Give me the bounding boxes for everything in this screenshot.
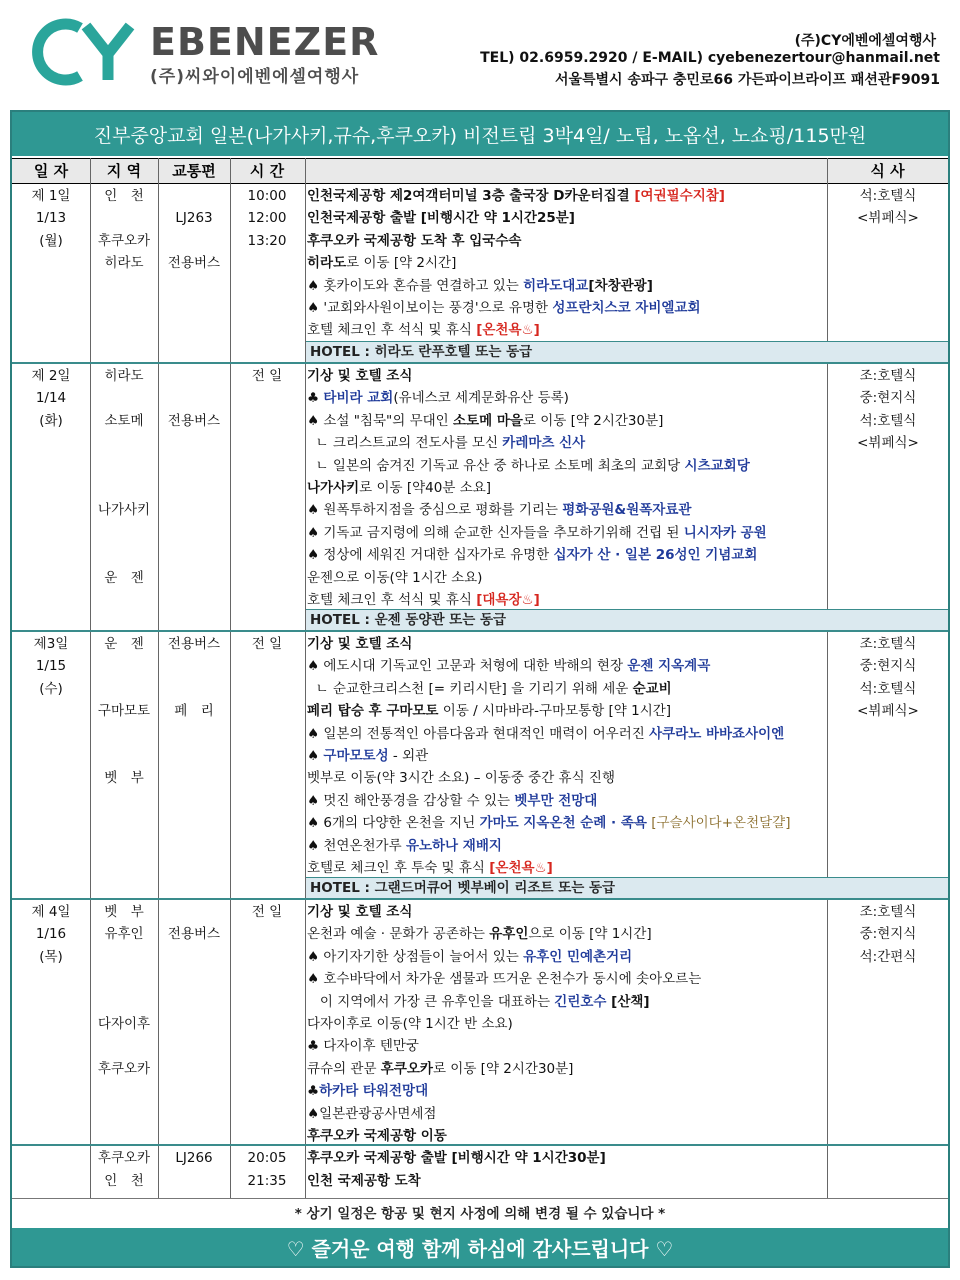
schedule-line <box>307 700 827 722</box>
day-region-line <box>90 655 158 677</box>
schedule-text: [대욕장♨] <box>476 591 540 608</box>
day-region-line <box>90 455 158 477</box>
header-meal: 식 사 <box>870 162 905 180</box>
day-meal-line: 중:현지식 <box>859 658 917 675</box>
schedule-text: ㄴ 크리스트교의 전도사를 모신 <box>307 435 503 452</box>
schedule-line <box>307 1013 827 1035</box>
schedule-text: 소토메 마을 <box>453 412 523 429</box>
schedule-line <box>307 589 827 611</box>
schedule-line <box>307 567 827 589</box>
schedule-text: 긴린호수 <box>554 993 607 1010</box>
schedule-line <box>307 723 827 745</box>
day-time <box>230 185 304 252</box>
schedule-text: 유후인 <box>489 926 529 943</box>
day-time-line: 12:00 <box>247 210 287 227</box>
schedule-text: 사쿠라노 바바죠사이엔 <box>649 725 785 742</box>
day-date-line: (화) <box>39 412 63 429</box>
day-date-line: (수) <box>39 680 63 697</box>
schedule-line <box>307 678 827 700</box>
schedule-text: 성프란치스코 자비엘교회 <box>552 299 701 316</box>
schedule-line <box>307 1080 827 1102</box>
day-date-line: (월) <box>39 232 63 249</box>
schedule-line <box>307 767 827 789</box>
schedule-line <box>307 1125 827 1147</box>
day-transport-line: 전용버스 <box>167 412 221 429</box>
day-transport-line: LJ263 <box>175 210 213 227</box>
day-region-line <box>90 968 158 990</box>
day-transport-line <box>158 1013 230 1035</box>
schedule-text: ♠ 정상에 세워진 거대한 십자가로 유명한 <box>307 547 554 564</box>
day-region-line: 후쿠오카 <box>97 232 151 249</box>
day-time-line <box>230 1058 304 1080</box>
schedule-text: 온천과 예술 · 문화가 공존하는 <box>307 926 490 943</box>
day-region-line: 구마모토 <box>97 703 151 720</box>
day-region-line <box>90 1125 158 1147</box>
schedule-text: 순교비 <box>632 680 672 697</box>
schedule-text: ♠ 호수바닥에서 차가운 샘물과 뜨거운 온천수가 동시에 솟아오르는 <box>307 971 702 988</box>
schedule-text: 로 이동 [약 2시간] <box>346 255 457 272</box>
header-region: 지 역 <box>106 162 142 180</box>
day-date-line: 제 1일 <box>31 188 71 204</box>
day-time-line <box>230 991 304 1013</box>
day-schedule <box>307 185 827 342</box>
schedule-text: ♠ 6개의 다양한 온천을 지닌 <box>307 815 480 832</box>
schedule-text: 구마모토 <box>386 703 439 720</box>
schedule-text: ♠ 에도시대 기독교인 고문과 처형에 대한 박해의 현장 <box>307 658 628 675</box>
day-region-line: 유후인 <box>104 926 144 943</box>
schedule-text: [온천욕♨] <box>476 322 540 339</box>
day-transport-line <box>158 946 230 968</box>
day-time <box>230 365 304 387</box>
schedule-line <box>307 387 827 409</box>
schedule-line <box>307 633 827 655</box>
schedule-text: ♣ 다자이후 텐만궁 <box>307 1038 419 1055</box>
schedule-text: 후쿠오카 국제공항 이동 <box>307 1127 447 1144</box>
header-date: 일 자 <box>33 162 69 180</box>
schedule-line <box>307 319 827 341</box>
day-time-line: 전 일 <box>251 904 283 920</box>
schedule-line <box>307 946 827 968</box>
day-meal <box>828 365 948 455</box>
schedule-line <box>307 432 827 454</box>
day-block <box>12 900 948 1189</box>
day-time-line: 20:05 <box>247 1150 287 1167</box>
schedule-text: 벳부만 전망대 <box>514 792 598 809</box>
day-transport-line <box>158 1035 230 1057</box>
day-region-line: 인 천 <box>104 1172 144 1189</box>
day-time-line <box>230 1080 304 1102</box>
footnote: * 상기 일정은 항공 및 현지 사정에 의해 변경 될 수 있습니다 * <box>12 1198 948 1229</box>
day-transport-line <box>158 655 230 677</box>
day-region-line <box>90 544 158 566</box>
schedule-text: 구마모토성 <box>323 747 389 764</box>
day-meal <box>828 633 948 723</box>
day-date <box>12 365 90 432</box>
schedule-line <box>307 1058 827 1080</box>
itinerary-title: 진부중앙교회 일본(나가사키,규슈,후쿠오카) 비전트립 3박4일/ 노팁, 노옵션, 노쇼핑/115만원 <box>12 112 948 156</box>
schedule-text: 큐슈의 관문 <box>307 1060 381 1077</box>
day-block <box>12 184 948 364</box>
schedule-text: ♣ <box>307 1083 320 1100</box>
day-meal-line: <뷔페식> <box>857 703 919 720</box>
day-meal <box>828 185 948 230</box>
day-transport-line <box>158 365 230 387</box>
schedule-text: ♠ 천연온천가루 <box>307 837 406 854</box>
schedule-text: 후쿠오카 <box>380 1060 433 1077</box>
day-transport-line <box>158 678 230 700</box>
day-region-line: 소토메 <box>104 412 144 429</box>
table-header <box>12 158 948 184</box>
day-transport-line <box>158 230 230 252</box>
day-meal <box>828 901 948 968</box>
day-region <box>90 185 158 275</box>
day-transport-line <box>158 1125 230 1147</box>
day-region-line <box>90 387 158 409</box>
day-region-line <box>90 991 158 1013</box>
schedule-line <box>307 455 827 477</box>
day-date-line: 제3일 <box>33 636 69 652</box>
day-meal-line: 석:호텔식 <box>859 412 917 429</box>
day-transport-line <box>158 968 230 990</box>
day-region-line <box>90 723 158 745</box>
schedule-line <box>307 923 827 945</box>
schedule-text: 십자가 산 · 일본 26성인 기념교회 <box>553 547 758 564</box>
schedule-line <box>307 991 827 1013</box>
day-region-line <box>90 477 158 499</box>
schedule-text: 호텔 체크인 후 석식 및 휴식 <box>307 591 477 608</box>
schedule-text: 후쿠오카 국제공항 출발 [비행시간 약 1시간30분] <box>307 1150 606 1167</box>
day-region-line: 히라도 <box>104 368 144 384</box>
schedule-text: ♠ 아기자기한 상점들이 늘어서 있는 <box>307 948 524 965</box>
schedule-text: ♠ 소설 "침묵"의 무대인 <box>307 412 454 429</box>
letterhead <box>0 0 960 100</box>
schedule-text: [산책] <box>606 993 650 1010</box>
day-time-line: 13:20 <box>247 232 287 249</box>
day-schedule <box>307 901 827 1192</box>
day-time-line: 21:35 <box>247 1172 287 1189</box>
schedule-line <box>307 365 827 387</box>
day-region-line <box>90 522 158 544</box>
schedule-text: 벳부로 이동(약 3시간 소요) – 이동중 중간 휴식 진행 <box>307 770 615 787</box>
schedule-line <box>307 1103 827 1125</box>
day-transport-line: 전용버스 <box>167 255 221 272</box>
schedule-text: ♠일본관광공사면세점 <box>307 1105 437 1122</box>
schedule-line <box>307 655 827 677</box>
day-region-line: 후쿠오카 <box>97 1060 151 1077</box>
schedule-text: 나가사키 <box>307 479 360 496</box>
schedule-text: 니시자카 공원 <box>683 524 767 541</box>
schedule-text: - 외관 <box>388 747 429 764</box>
day-region-line <box>90 946 158 968</box>
day-region-line: 히라도 <box>104 255 144 272</box>
cy-logo-icon <box>28 18 148 86</box>
schedule-line <box>307 1147 827 1169</box>
schedule-text: ♠ 원폭투하지점을 중심으로 평화를 기리는 <box>307 502 563 519</box>
day-date-line: 제 4일 <box>31 904 71 920</box>
schedule-line <box>307 1170 827 1192</box>
schedule-text: 로 이동 [약 2시간30분] <box>522 412 664 429</box>
day-time-line <box>230 923 304 945</box>
schedule-text: ♠ 홋카이도와 혼슈를 연결하고 있는 <box>307 277 524 294</box>
day-region-line <box>90 745 158 767</box>
schedule-text: 페리 탑승 후 <box>307 703 387 720</box>
day-date <box>12 901 90 968</box>
schedule-line <box>307 901 827 923</box>
day-meal-line: 조:호텔식 <box>859 904 917 920</box>
schedule-line <box>307 790 827 812</box>
schedule-text: 이동 / 시마바라-구마모통항 [약 1시간] <box>438 703 672 720</box>
day-time-line <box>230 1103 304 1125</box>
schedule-line <box>307 835 827 857</box>
schedule-text: 평화공원&원폭자료관 <box>562 502 692 519</box>
day-transport-line: 전용버스 <box>167 636 221 652</box>
brand-name-ko: (주)씨와이에벤에셀여행사 <box>150 67 360 87</box>
hotel-info: HOTEL : 히라도 란푸호텔 또는 동급 <box>306 341 948 362</box>
day-time-line <box>230 946 304 968</box>
schedule-text: 로 이동 [약40분 소요] <box>359 479 492 496</box>
schedule-text: 하카타 타워전망대 <box>319 1083 429 1100</box>
day-date-line: 1/16 <box>35 926 67 943</box>
schedule-text: [구슬사이다+온천달걀] <box>646 815 791 832</box>
schedule-text: 로 이동 [약 2시간30분] <box>432 1060 574 1077</box>
day-region-line: 나가사키 <box>97 502 151 519</box>
day-region-line: 벳 부 <box>104 770 144 787</box>
day-region-line <box>90 432 158 454</box>
header-schedule <box>305 159 827 183</box>
day-meal-line: 조:호텔식 <box>859 368 917 384</box>
schedule-text: ♣ <box>307 390 324 407</box>
schedule-text: 유후인 민예촌거리 <box>523 948 633 965</box>
hotel-info: HOTEL : 운젠 동양관 또는 동급 <box>306 609 948 630</box>
schedule-line <box>307 1035 827 1057</box>
day-transport-line: 페 리 <box>174 703 214 720</box>
day-time-line <box>230 968 304 990</box>
schedule-text: 카레마츠 신사 <box>502 435 586 452</box>
schedule-text: ♠ '교회와사원이보이는 풍경'으로 유명한 <box>307 299 553 316</box>
schedule-text: 호텔 체크인 후 석식 및 휴식 <box>307 322 477 339</box>
schedule-text: 기상 및 호텔 조식 <box>307 636 413 652</box>
schedule-text: 호텔로 체크인 후 투숙 및 휴식 <box>307 859 490 876</box>
day-meal-line: 조:호텔식 <box>859 636 917 652</box>
schedule-line <box>307 275 827 297</box>
schedule-text: 운젠 지옥계곡 <box>627 658 711 675</box>
schedule-line <box>307 499 827 521</box>
day-region-line: 운 젠 <box>104 569 144 586</box>
day-block <box>12 632 948 900</box>
schedule-text: 다자이후로 이동(약 1시간 반 소요) <box>307 1015 513 1032</box>
day-date <box>12 185 90 252</box>
schedule-text: 기상 및 호텔 조식 <box>307 904 413 920</box>
day-region-line <box>90 1103 158 1125</box>
schedule-text: [온천욕♨] <box>489 859 553 876</box>
schedule-line <box>307 185 827 207</box>
schedule-text: 운젠으로 이동(약 1시간 소요) <box>307 569 483 586</box>
day-transport-line <box>158 1103 230 1125</box>
day-transport-line <box>158 901 230 923</box>
day-region-line: 다자이후 <box>97 1015 151 1032</box>
schedule-line <box>307 477 827 499</box>
schedule-text: [여권필수지참] <box>634 188 725 204</box>
schedule-text: 인천 국제공항 도착 <box>307 1172 421 1189</box>
company-name: (주)CY에벤에셀여행사 <box>794 33 936 49</box>
day-transport-line <box>158 1058 230 1080</box>
day-transport-line: LJ266 <box>175 1150 213 1167</box>
schedule-line <box>307 812 827 834</box>
day-transport <box>158 633 230 723</box>
schedule-text: 으로 이동 [약 1시간] <box>528 926 652 943</box>
company-address: 서울특별시 송파구 충민로66 가든파이브라이프 패션관F9091 <box>554 72 940 88</box>
hotel-info: HOTEL : 그랜드머큐어 벳부베이 리조트 또는 동급 <box>306 877 948 898</box>
schedule-text: [차창관광] <box>588 277 653 294</box>
schedule-text: ㄴ 일본의 숨겨진 기독교 유산 중 하나로 소토메 최초의 교회당 <box>307 457 685 474</box>
day-date-line: 1/14 <box>35 390 67 407</box>
day-time <box>230 901 304 1192</box>
day-region-line: 인 천 <box>104 188 144 204</box>
day-time <box>230 633 304 655</box>
schedule-line <box>307 857 827 879</box>
schedule-text: ♠ <box>307 747 324 764</box>
schedule-text: 시츠교회당 <box>684 457 750 474</box>
schedule-line <box>307 207 827 229</box>
schedule-line <box>307 252 827 274</box>
day-meal-line: 중:현지식 <box>859 926 917 943</box>
day-transport <box>158 185 230 275</box>
day-meal-line: 석:호텔식 <box>859 188 917 204</box>
schedule-text: 히라도대교 <box>523 277 589 294</box>
schedule-text: 기상 및 호텔 조식 <box>307 368 413 384</box>
schedule-text: 히라도 <box>307 255 347 272</box>
day-region-line: 후쿠오카 <box>97 1150 151 1167</box>
day-region <box>90 633 158 790</box>
schedule-text: 후쿠오카 국제공항 도착 후 입국수속 <box>307 232 522 249</box>
day-transport-line <box>158 185 230 207</box>
day-schedule <box>307 633 827 879</box>
day-region-line: 운 젠 <box>104 636 144 652</box>
day-time-line <box>230 1013 304 1035</box>
day-region <box>90 901 158 1192</box>
day-region-line <box>90 207 158 229</box>
day-region-line <box>90 1035 158 1057</box>
schedule-text: 인천국제공항 제2여객터미널 3층 출국장 D카운터집결 <box>307 188 635 204</box>
header-time: 시 간 <box>249 162 285 180</box>
schedule-text: ㄴ 순교한크리스천 [= 키리시탄] 을 기리기 위해 세운 <box>307 680 633 697</box>
day-transport <box>158 901 230 1170</box>
header-transport: 교통편 <box>172 162 216 180</box>
day-transport-line <box>158 1080 230 1102</box>
thanks-banner: ♡ 즐거운 여행 함께 하심에 감사드립니다 ♡ <box>12 1228 948 1266</box>
schedule-line <box>307 968 827 990</box>
day-date-line: 1/13 <box>35 210 67 227</box>
day-transport <box>158 365 230 432</box>
day-region-line <box>90 1080 158 1102</box>
schedule-line <box>307 522 827 544</box>
schedule-text: ♠ 일본의 전통적인 아름다움과 현대적인 매력이 어우러진 <box>307 725 650 742</box>
schedule-line <box>307 410 827 432</box>
day-schedule <box>307 365 827 611</box>
day-transport-line <box>158 991 230 1013</box>
brand-name-en: EBENEZER <box>150 20 380 64</box>
itinerary-document <box>10 110 950 1268</box>
schedule-line <box>307 544 827 566</box>
day-time-line: 10:00 <box>247 188 287 204</box>
schedule-line <box>307 230 827 252</box>
day-block <box>12 364 948 632</box>
day-date-line: 1/15 <box>35 658 67 675</box>
day-region-line: 벳 부 <box>104 904 144 920</box>
day-meal-line: <뷔페식> <box>857 210 919 227</box>
day-region <box>90 365 158 589</box>
schedule-text: 타비라 교회 <box>323 390 394 407</box>
day-meal-line: 석:호텔식 <box>859 680 917 697</box>
day-date <box>12 633 90 700</box>
schedule-text: ♠ 기독교 금지령에 의해 순교한 신자들을 추모하기위해 건립 된 <box>307 524 684 541</box>
schedule-text: 가마도 지옥온천 순례 · 족욕 <box>479 815 647 832</box>
day-transport-line <box>158 387 230 409</box>
day-transport-line: 전용버스 <box>167 926 221 943</box>
schedule-text: ♠ 멋진 해안풍경을 감상할 수 있는 <box>307 792 515 809</box>
schedule-text: 인천국제공항 출발 [비행시간 약 1시간25분] <box>307 210 575 227</box>
schedule-text: 이 지역에서 가장 큰 유후인을 대표하는 <box>307 993 555 1010</box>
day-meal-line: <뷔페식> <box>857 435 919 452</box>
day-time-line: 전 일 <box>251 636 283 652</box>
schedule-line <box>307 297 827 319</box>
day-time-line: 전 일 <box>251 368 283 384</box>
day-date-line: 제 2일 <box>31 368 71 384</box>
day-time-line <box>230 1125 304 1147</box>
schedule-text: (유네스코 세계문화유산 등록) <box>393 390 569 407</box>
day-region-line <box>90 678 158 700</box>
day-date-line: (목) <box>39 948 63 965</box>
schedule-text: 유노하나 재배지 <box>405 837 502 854</box>
contact-info: TEL) 02.6959.2920 / E-MAIL) cyebenezertour@hanmail.net <box>480 50 940 66</box>
day-time-line <box>230 1035 304 1057</box>
schedule-line <box>307 745 827 767</box>
day-meal-line: 석:간편식 <box>859 948 917 965</box>
day-meal-line: 중:현지식 <box>859 390 917 407</box>
